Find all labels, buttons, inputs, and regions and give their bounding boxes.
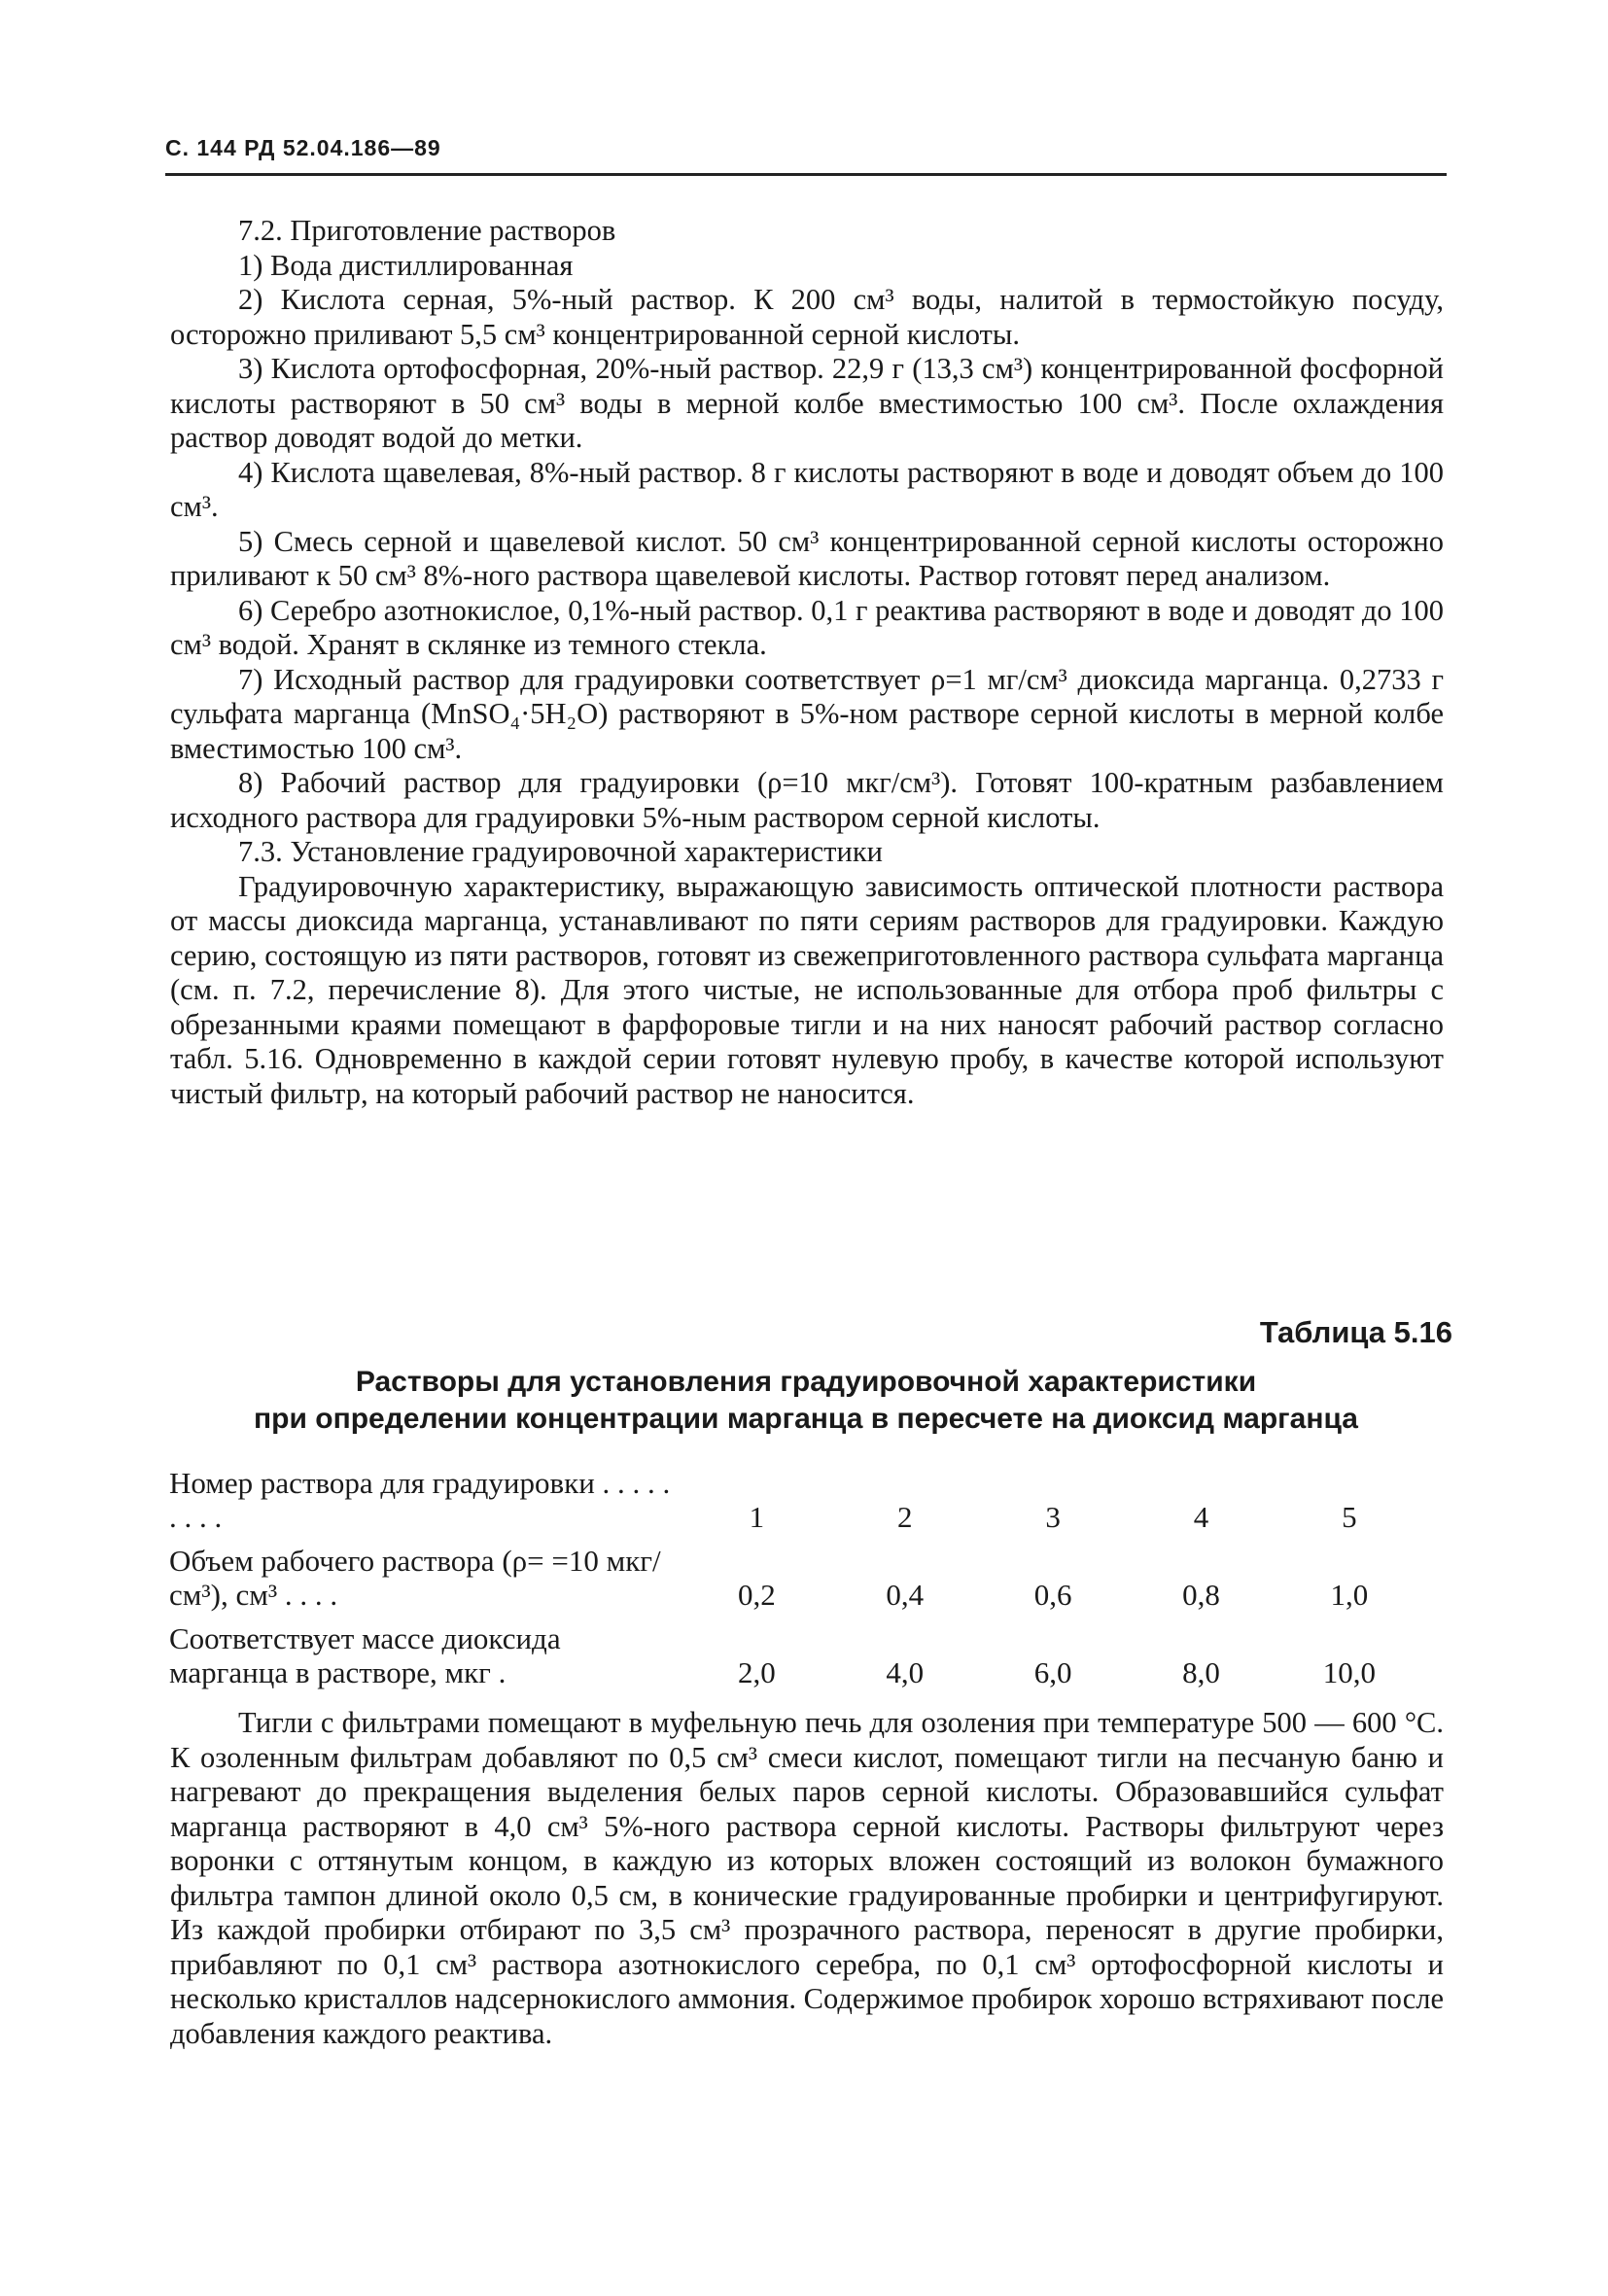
table-title: [165, 1364, 1447, 1438]
running-header: С. 144 РД 52.04.186—89: [165, 135, 441, 160]
table-cell: 0,4: [886, 1578, 925, 1612]
table-cell: 0,6: [1033, 1578, 1072, 1612]
table-cell: 0,8: [1182, 1578, 1220, 1612]
after-table-paragraph: Тигли с фильтрами помещают в муфельную печь для озоления при температуре 500 — 600 °С. К озоленным фильтрам добавляют по 0,5 см³ смеси кислот, помещают тигли на песчаную баню и нагревают до прекращения выделения белых паров серной кислоты. Образовавшийся сульфат марганца растворяют в 4,0 см³ 5%-ного раствора серной кислоты. Растворы фильтруют через воронки с оттянутым концом, в каждую из которых вложен состоящий из волокон бумажного фильтра тампон длиной около 0,5 см, в конические градуированные пробирки и центрифугируют. Из каждой пробирки отбирают по 3,5 см³ прозрачного раствора, переносят в другие пробирки, прибавляют по 0,1 см³ раствора азотнокислого серебра, по 0,1 см³ ортофосфорной кислоты и несколько кристаллов надсернокислого аммония. Содержимое пробирок хорошо встряхивают после добавления каждого реактива.: [170, 1706, 1444, 2050]
section-heading-7-2: 7.2. Приготовление растворов: [238, 214, 616, 247]
row-label: Номер раствора для градуировки . . . . . . . . .: [169, 1466, 671, 1534]
section-7-3-paragraph: Градуировочную характеристику, выражающую зависимость оптической плотности раствора от массы диоксида марганца, устанавливают по пяти сериям растворов для градуировки. Каждую серию, состоящую из пяти растворов, готовят из свежеприготовленного раствора сульфата марганца (см. п. 7.2, перечисление 8). Для этого чистые, не использованные для отбора проб фильтры с обрезанными краями помещают в фарфоровые тигли и на них наносят рабочий раствор согласно табл. 5.16. Одновременно в каждой серии готовят нулевую пробу, в качестве которой используют чистый фильтр, на который рабочий раствор не наносится.: [170, 869, 1444, 1110]
table-cell: 3: [1045, 1500, 1061, 1534]
table-cell: 4,0: [886, 1655, 925, 1689]
table-cell: 4: [1193, 1500, 1209, 1534]
table-title-line-1: Растворы для установления градуировочной характеристики: [355, 1366, 1257, 1398]
list-item-2: 2) Кислота серная, 5%-ный раствор. К 200 см³ воды, налитой в термостойкую посуду, осторожно приливают 5,5 см³ концентрированной серной кислоты.: [170, 283, 1444, 351]
list-item-7: 7) Исходный раствор для градуировки соответствует ρ=1 мг/см³ диоксида марганца. 0,2733 г сульфата марганца (MnSO₄·5H₂O) растворяют в 5%-ном растворе серной кислоты в мерной колбе вместимостью 100 см³.: [170, 662, 1444, 765]
table-cell: 1,0: [1330, 1578, 1369, 1612]
row-label: Соответствует массе диоксида марганца в растворе, мкг .: [169, 1621, 561, 1689]
table-cell: 0,2: [737, 1578, 776, 1612]
calibration-table: [169, 1458, 1423, 1695]
table-cell: 2: [896, 1500, 913, 1534]
list-item-8: 8) Рабочий раствор для градуировки (ρ=10 мкг/см³). Готовят 100-кратным разбавлением исходного раствора для градуировки 5%-ным раствором серной кислоты.: [170, 766, 1444, 834]
table-cell: 6,0: [1033, 1655, 1072, 1689]
body-after-table: [170, 1706, 1444, 2051]
row-label: Объем рабочего раствора (ρ= =10 мкг/см³), см³ . . . .: [169, 1544, 661, 1612]
list-item-1: 1) Вода дистиллированная: [238, 248, 574, 282]
table-title-line-2: при определении концентрации марганца в пересчете на диоксид марганца: [254, 1403, 1358, 1435]
list-item-6: 6) Серебро азотнокислое, 0,1%-ный раствор. 0,1 г реактива растворяют в воде и доводят до 100 см³ водой. Хранят в склянке из темного стекла.: [170, 593, 1444, 661]
table-row: [169, 1458, 1423, 1540]
table-number-label: Таблица 5.16: [1259, 1315, 1452, 1349]
table-cell: 8,0: [1182, 1655, 1220, 1689]
table-row: [169, 1618, 1423, 1695]
table-cell: 2,0: [737, 1655, 776, 1689]
header-rule: [165, 173, 1447, 176]
table-cell: 5: [1342, 1500, 1357, 1534]
section-heading-7-3: 7.3. Установление градуировочной характеристики: [238, 835, 883, 868]
table-cell: 10,0: [1322, 1655, 1376, 1689]
table-row: [169, 1540, 1423, 1618]
list-item-3: 3) Кислота ортофосфорная, 20%-ный раствор. 22,9 г (13,3 см³) концентрированной фосфорной кислоты растворяют в 50 см³ воды в мерной колбе вместимостью 100 см³. После охлаждения раствор доводят водой до метки.: [170, 352, 1444, 454]
list-item-5: 5) Смесь серной и щавелевой кислот. 50 см³ концентрированной серной кислоты осторожно приливают к 50 см³ 8%-ного раствора щавелевой кислоты. Раствор готовят перед анализом.: [170, 524, 1444, 592]
list-item-4: 4) Кислота щавелевая, 8%-ный раствор. 8 г кислоты растворяют в воде и доводят объем до 100 см³.: [170, 455, 1444, 523]
body-section-7-2-7-3: [170, 214, 1444, 1111]
table-cell: 1: [749, 1500, 765, 1534]
